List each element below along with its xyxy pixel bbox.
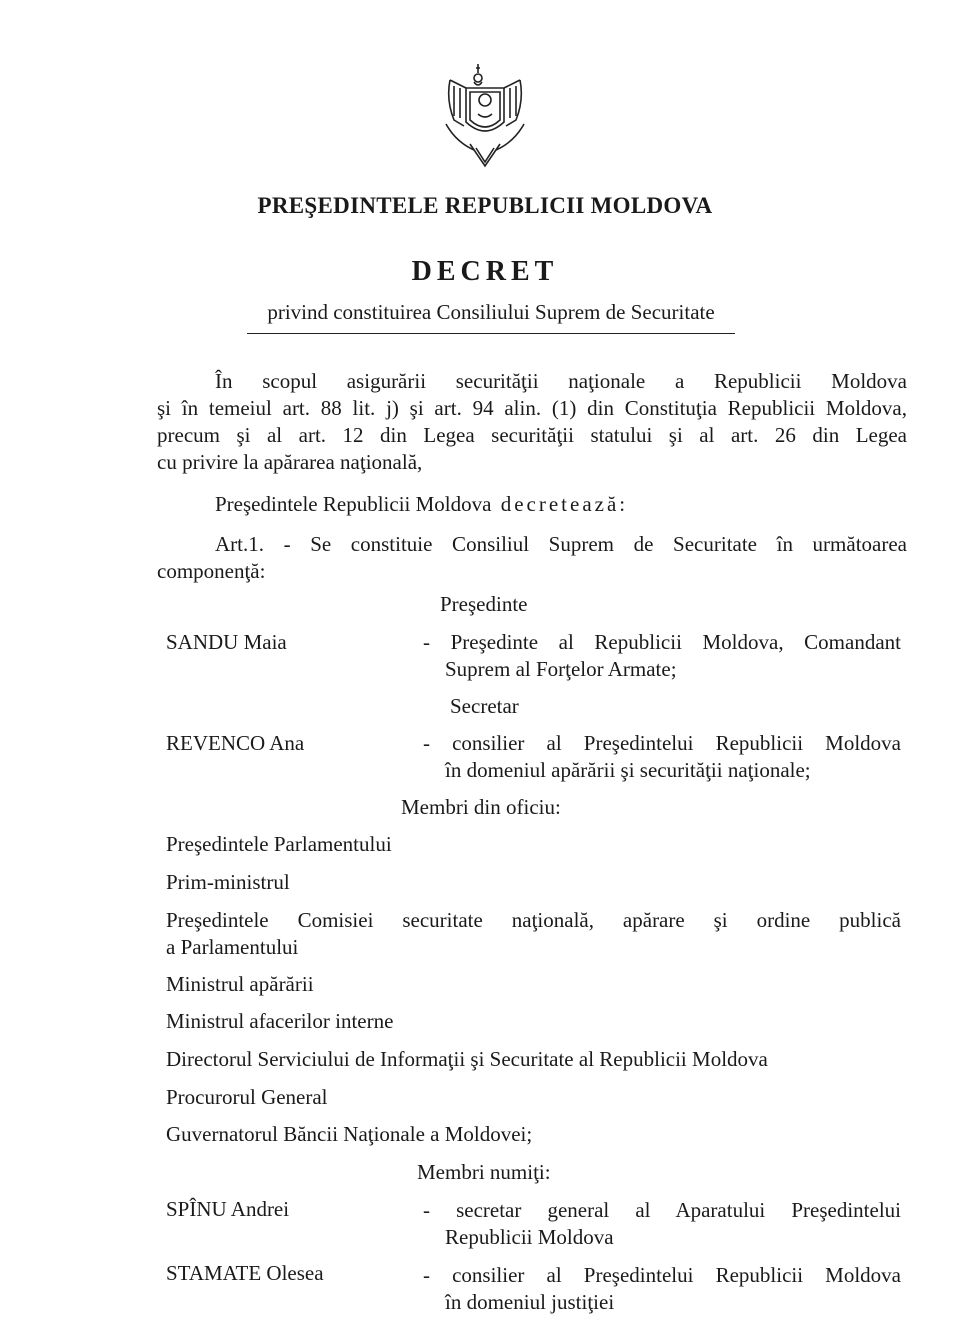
decree-subtitle: privind constituirea Consiliului Suprem de Securitate [267,300,715,324]
secretary-role-line-2: în domeniul apărării şi securităţii naţionale; [445,758,811,782]
ex-officio-member: Preşedintele Comisiei securitate naţională, apărare şi ordine publică [166,908,901,932]
decree-statement [215,492,628,517]
secretary-name: REVENCO Ana [166,731,305,755]
president-role-line-1: - Preşedinte al Republicii Moldova, Comandant [423,630,901,654]
article-1-line-2: componenţă: [157,559,266,583]
ex-officio-member: Ministrul afacerilor interne [166,1009,394,1033]
appointed-member-role-line-2: Republicii Moldova [445,1225,614,1249]
subtitle-underline [247,333,735,334]
issuer-heading: PREŞEDINTELE REPUBLICII MOLDOVA [257,193,713,218]
section-president-heading: Preşedinte [440,592,528,616]
ex-officio-member: Guvernatorul Băncii Naţionale a Moldovei; [166,1122,533,1146]
preamble-line-1: În scopul asigurării securităţii naţionale a Republicii Moldova [215,369,907,393]
president-role-line-2: Suprem al Forţelor Armate; [445,657,677,681]
preamble-line-4: cu privire la apărarea naţională, [157,450,423,474]
ex-officio-member: Procurorul General [166,1085,328,1109]
section-appointed-heading: Membri numiţi: [417,1160,551,1184]
appointed-member-name: SPÎNU Andrei [166,1197,290,1221]
ex-officio-member: Ministrul apărării [166,972,314,996]
secretary-role-line-1: - consilier al Preşedintelui Republicii Moldova [423,731,901,755]
appointed-member-role-line-1: - consilier al Preşedintelui Republicii Moldova [423,1263,901,1287]
ex-officio-member-continuation: a Parlamentului [166,935,299,959]
preamble-line-3: precum şi al art. 12 din Legea securităţii statului şi al art. 26 din Legea [157,423,907,447]
ex-officio-member: Directorul Serviciului de Informaţii şi Securitate al Republicii Moldova [166,1047,768,1071]
appointed-member-name: STAMATE Olesea [166,1261,324,1285]
president-name: SANDU Maia [166,630,287,654]
ex-officio-member: Preşedintele Parlamentului [166,832,392,856]
decree-statement-lead: Preşedintele Republicii Moldova [215,492,492,516]
section-secretary-heading: Secretar [450,694,519,718]
appointed-member-role-line-2: în domeniul justiţiei [445,1290,615,1314]
section-ex-officio-heading: Membri din oficiu: [401,795,561,819]
appointed-member-role-line-1: - secretar general al Aparatului Preşedintelui [423,1198,901,1222]
decree-title: DECRET [411,256,559,287]
article-1-line-1: Art.1. - Se constituie Consiliul Suprem de Securitate în următoarea [215,532,907,556]
preamble-line-2: şi în temeiul art. 88 lit. j) şi art. 94 alin. (1) din Constituţia Republicii Moldova, [157,396,907,420]
coat-of-arms-icon [440,62,530,174]
decree-statement-verb: decretează: [500,492,629,516]
ex-officio-member: Prim-ministrul [166,870,290,894]
